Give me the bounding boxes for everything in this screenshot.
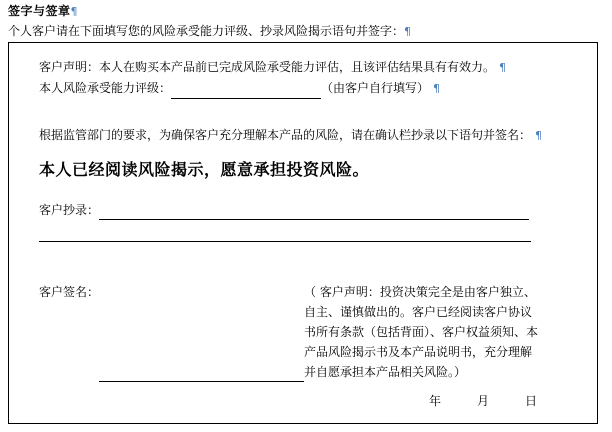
pilcrow-mark-rating: ¶ — [433, 82, 441, 95]
signature-box-content — [39, 57, 583, 382]
pilcrow-mark-regulator: ¶ — [535, 129, 543, 142]
signature-line — [39, 282, 583, 382]
customer-declaration-text: 客户声明：本人在购买本产品前已完成风险承受能力评估，且该评估结果具有有效力。 — [39, 60, 496, 74]
date-day-field[interactable]: 日 — [525, 394, 538, 408]
spacer-2 — [39, 146, 583, 160]
risk-acknowledgement-statement: 本人已经阅读风险揭示，愿意承担投资风险。 — [39, 160, 370, 179]
date-fields — [429, 392, 537, 409]
transcribe-input-1[interactable] — [99, 206, 529, 220]
page-title — [8, 2, 78, 19]
pilcrow-mark-intro: ¶ — [404, 25, 412, 38]
risk-rating-note: （由客户自行填写） — [321, 81, 430, 95]
page-title-text: 签字与签章 — [8, 4, 71, 18]
spacer-3 — [39, 180, 583, 200]
spacer-4 — [39, 220, 583, 240]
signature-input[interactable] — [99, 368, 304, 382]
transcribe-line-1 — [39, 200, 583, 220]
regulator-note-text: 根据监管部门的要求，为确保客户充分理解本产品的风险，请在确认栏抄录以下语句并签名： — [39, 128, 532, 142]
customer-declaration-line — [39, 57, 583, 78]
transcribe-label: 客户抄录： — [39, 203, 100, 217]
risk-rating-label: 本人风险承受能力评级： — [39, 81, 172, 95]
date-month-field[interactable]: 月 — [477, 394, 490, 408]
spacer-5 — [39, 242, 583, 268]
risk-rating-input[interactable] — [171, 85, 321, 99]
signature-box — [8, 42, 598, 424]
spacer-1 — [39, 99, 583, 125]
pilcrow-mark-declaration: ¶ — [499, 61, 507, 74]
regulator-note-line — [39, 125, 583, 146]
date-year-field[interactable]: 年 — [429, 394, 442, 408]
intro-text: 个人客户请在下面填写您的风险承受能力评级、抄录风险揭示语句并签字： — [8, 24, 405, 38]
signature-label: 客户签名： — [39, 285, 100, 299]
pilcrow-mark-title: ¶ — [70, 5, 79, 18]
risk-rating-line — [39, 78, 583, 99]
intro-paragraph — [8, 22, 411, 39]
spacer-6 — [39, 268, 583, 282]
customer-declaration-paren: （ 客户声明：投资决策完全是由客户独立、自主、谨慎做出的。客户已经阅读客户协议书所有条款（包括背面）、客户权益须知、本产品风险揭示书及本产品说明书，充分理解并自愿承担本产品相关风险。） — [304, 285, 539, 379]
